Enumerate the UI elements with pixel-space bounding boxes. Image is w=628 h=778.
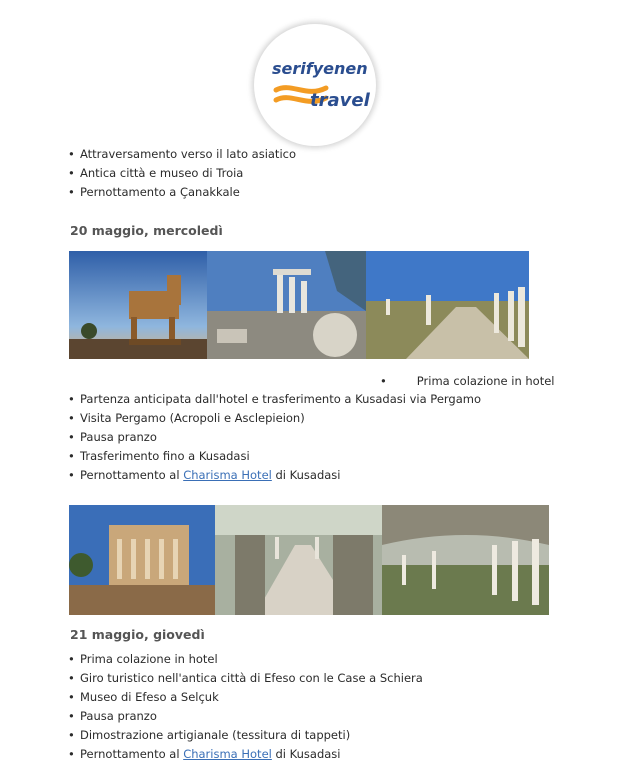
pergamon-ruins-photo bbox=[207, 251, 366, 359]
list-item: • Trasferimento fino a Kusadasi bbox=[68, 449, 250, 463]
ephesus-street-photo bbox=[215, 505, 382, 615]
logo-text-serifyenen: serifyenen bbox=[272, 59, 368, 78]
trojan-horse-photo bbox=[69, 251, 207, 359]
day-21-list bbox=[68, 650, 423, 764]
day-20-heading: 20 maggio, mercoledì bbox=[70, 223, 223, 238]
asclepieion-colonnade-photo bbox=[366, 251, 529, 359]
day-21-heading: 21 maggio, giovedì bbox=[70, 627, 205, 642]
list-item: • Attraversamento verso il lato asiatico bbox=[68, 147, 296, 161]
charisma-hotel-link[interactable]: Charisma Hotel bbox=[183, 468, 272, 482]
list-item: • Pernottamento a Çanakkale bbox=[68, 185, 240, 199]
library-of-celsus-photo bbox=[69, 505, 215, 615]
logo-text-travel: travel bbox=[310, 90, 370, 111]
list-item: • Visita Pergamo (Acropoli e Asclepieion) bbox=[68, 411, 305, 425]
list-item: • Partenza anticipata dall'hotel e trasferimento a Kusadasi via Pergamo bbox=[68, 392, 482, 406]
list-item: • Pausa pranzo bbox=[68, 430, 157, 444]
day-20-list bbox=[68, 390, 481, 485]
list-item: • Antica città e museo di Troia bbox=[68, 166, 244, 180]
section1-list bbox=[68, 145, 296, 202]
list-item: • Dimostrazione artigianale (tessitura di tappeti) bbox=[68, 728, 351, 742]
floating-bullet: • Prima colazione in hotel bbox=[380, 374, 555, 388]
list-item: • Pernottamento al Charisma Hotel di Kusadasi bbox=[68, 747, 341, 761]
list-item: • Museo di Efeso a Selçuk bbox=[68, 690, 219, 704]
list-item: • Pernottamento al Charisma Hotel di Kusadasi bbox=[68, 468, 341, 482]
list-item: • Pausa pranzo bbox=[68, 709, 157, 723]
charisma-hotel-link[interactable]: Charisma Hotel bbox=[183, 747, 272, 761]
list-item: • Giro turistico nell'antica città di Efeso con le Case a Schiera bbox=[68, 671, 423, 685]
company-logo bbox=[254, 24, 376, 146]
ephesus-theatre-photo bbox=[382, 505, 549, 615]
list-item: • Prima colazione in hotel bbox=[68, 652, 218, 666]
